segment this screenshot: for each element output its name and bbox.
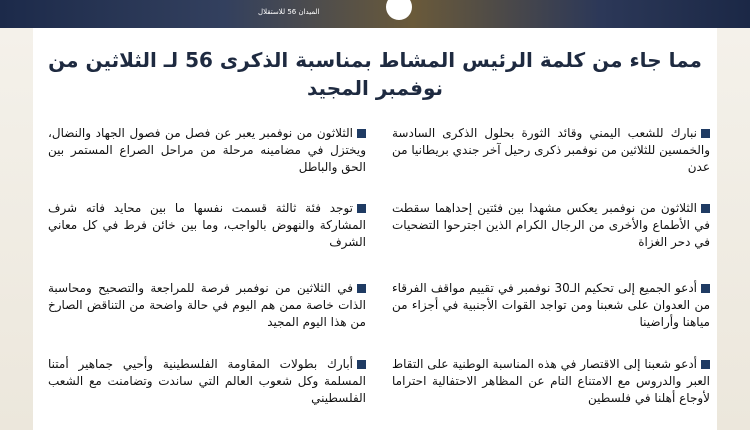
top-banner: [0, 0, 750, 28]
quote-text: توجد فئة ثالثة قسمت نفسها ما بين محايد فاته شرف المشاركة والنهوض بالواجب، وما بين خائن فرط في كل معاني الشرف: [48, 201, 366, 249]
quote-text: الثلاثون من نوفمبر يعكس مشهدا بين فئتين إحداهما سقطت في الأطماع والأخرى من الرجال الكرام الذين اجترحوا التضحيات في دحر الغزاة: [392, 201, 710, 249]
quote-text: الثلاثون من نوفمبر يعبر عن فصل من فصول الجهاد والنضال، ويختزل في مضامينه مرحلة من مراحل الصراع المستمر بين الحق والباطل: [48, 126, 366, 174]
square-bullet-icon: [701, 284, 710, 293]
source-caption: الميدان 56 للاستقلال: [258, 8, 320, 16]
quote-item: [48, 280, 366, 331]
quote-item: [392, 125, 710, 176]
quote-item: [48, 200, 366, 251]
quote-text: نبارك للشعب اليمني وقائد الثورة بحلول الذكرى السادسة والخمسين للثلاثين من نوفمبر ذكرى رحيل آخر جندي بريطانيا من عدن: [392, 126, 710, 174]
quote-item: [392, 356, 710, 407]
quote-text: في الثلاثين من نوفمبر فرصة للمراجعة والتصحيح ومحاسبة الذات خاصة ممن هم اليوم في حالة واضحة من التناقض الصارخ من هذا اليوم المجيد: [48, 281, 366, 329]
page-title: مما جاء من كلمة الرئيس المشاط بمناسبة الذكرى 56 لـ الثلاثين من نوفمبر المجيد: [48, 48, 702, 100]
quote-text: أبارك بطولات المقاومة الفلسطينية وأحيي جماهير أمتنا المسلمة وكل شعوب العالم التي ساندت وتضامنت مع الشعب الفلسطيني: [48, 357, 366, 405]
square-bullet-icon: [701, 360, 710, 369]
square-bullet-icon: [701, 204, 710, 213]
quote-item: [392, 280, 710, 331]
quote-item: [48, 356, 366, 407]
square-bullet-icon: [357, 129, 366, 138]
square-bullet-icon: [357, 204, 366, 213]
emblem-icon: [386, 0, 412, 20]
square-bullet-icon: [701, 129, 710, 138]
quote-text: أدعو شعبنا إلى الاقتصار في هذه المناسبة الوطنية على التقاط العبر والدروس مع الامتناع التام عن المظاهر الاحتفالية احتراما لأوجاع أهلنا في فلسطين: [392, 357, 710, 405]
right-margin-decor: [717, 28, 750, 430]
square-bullet-icon: [357, 360, 366, 369]
quote-text: أدعو الجميع إلى تحكيم الـ30 نوفمبر في تقييم مواقف الفرقاء من العدوان على شعبنا ومن تواجد القوات الأجنبية في أجزاء من مياهنا وأراضينا: [392, 281, 710, 329]
quote-item: [48, 125, 366, 176]
left-margin-decor: [0, 28, 33, 430]
square-bullet-icon: [357, 284, 366, 293]
quote-item: [392, 200, 710, 251]
